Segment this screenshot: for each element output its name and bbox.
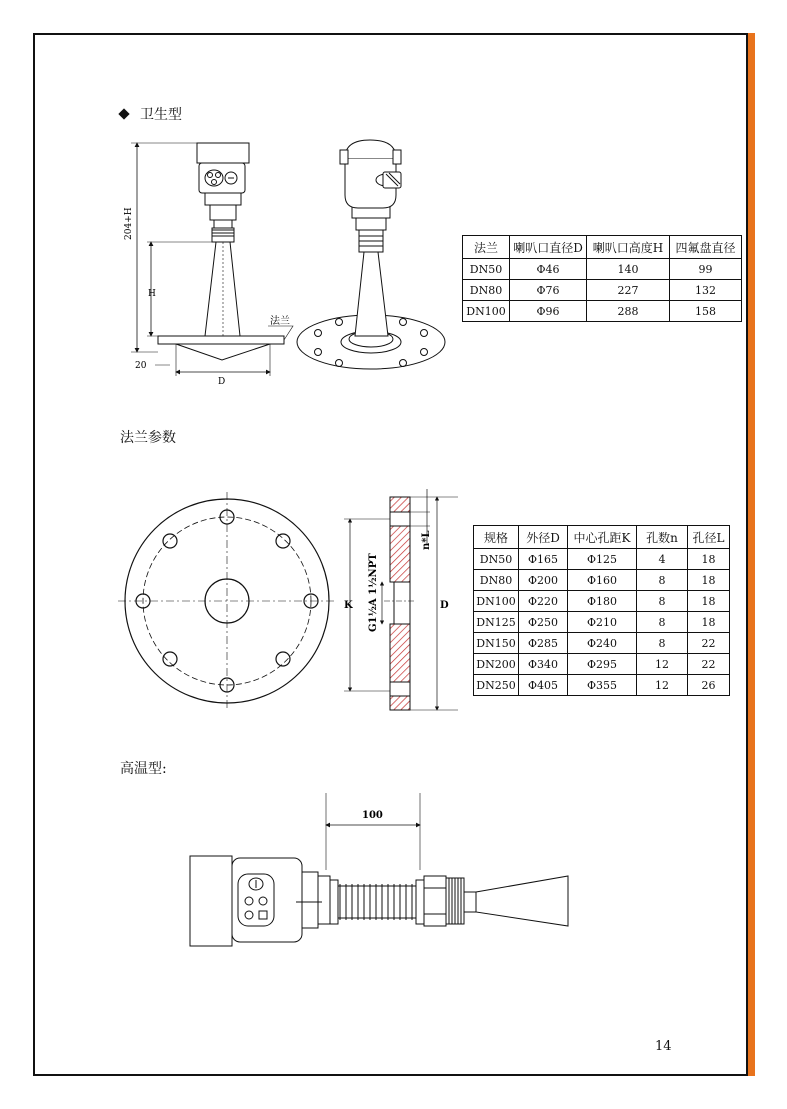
header-cell: 孔径L [688, 526, 730, 549]
table-cell: Φ295 [568, 654, 637, 675]
table-cell: Φ200 [519, 570, 568, 591]
holes-label: n*L [421, 530, 432, 550]
table-cell: 18 [688, 549, 730, 570]
table-cell: DN50 [474, 549, 519, 570]
table-cell: Φ210 [568, 612, 637, 633]
table-cell: Φ160 [568, 570, 637, 591]
table-row [474, 654, 730, 675]
section-title-flange: 法兰参数 [120, 430, 176, 446]
dim-d-label: D [218, 377, 226, 387]
header-cell: 四氟盘直径 [670, 236, 742, 259]
table-cell: DN100 [463, 301, 510, 322]
dim-d-flange-label: D [440, 600, 449, 611]
table-cell: Φ76 [510, 280, 587, 301]
table-cell: DN50 [463, 259, 510, 280]
table-row [474, 570, 730, 591]
table-header-row [463, 236, 742, 259]
table-cell: Φ96 [510, 301, 587, 322]
table-cell: DN80 [474, 570, 519, 591]
sanitary-spec-table [462, 235, 742, 322]
table-row [474, 549, 730, 570]
table-cell: DN100 [474, 591, 519, 612]
table-cell: 132 [670, 280, 742, 301]
table-cell: 18 [688, 612, 730, 633]
table-cell: Φ125 [568, 549, 637, 570]
header-cell: 孔数n [637, 526, 688, 549]
table-cell: Φ180 [568, 591, 637, 612]
table-cell: Φ340 [519, 654, 568, 675]
thread-label: G1½A 1½NPT [368, 553, 379, 632]
flange-top-view [118, 492, 336, 710]
table-row [474, 612, 730, 633]
table-cell: 8 [637, 570, 688, 591]
flange-label: 法兰 [270, 316, 290, 327]
table-cell: 18 [688, 591, 730, 612]
table-header-row [474, 526, 730, 549]
table-row [474, 633, 730, 654]
header-cell: 规格 [474, 526, 519, 549]
page-number: 14 [655, 1039, 672, 1054]
table-cell: 288 [587, 301, 670, 322]
section-title-sanitary: 卫生型 [120, 104, 182, 124]
sanitary-front-view [131, 143, 293, 376]
table-row [463, 280, 742, 301]
table-cell: 99 [670, 259, 742, 280]
table-cell: 22 [688, 654, 730, 675]
header-cell: 喇叭口直径D [510, 236, 587, 259]
table-row [474, 675, 730, 696]
table-row [463, 259, 742, 280]
table-cell: 158 [670, 301, 742, 322]
table-cell: 8 [637, 591, 688, 612]
table-cell: 12 [637, 654, 688, 675]
table-cell: DN125 [474, 612, 519, 633]
table-cell: Φ285 [519, 633, 568, 654]
table-cell: 8 [637, 633, 688, 654]
dim-k-label: K [344, 600, 353, 611]
table-cell: 26 [688, 675, 730, 696]
header-cell: 中心孔距K [568, 526, 637, 549]
table-cell: 227 [587, 280, 670, 301]
dim-h-label: H [148, 289, 156, 299]
table-cell: Φ250 [519, 612, 568, 633]
header-cell: 喇叭口高度H [587, 236, 670, 259]
table-cell: 4 [637, 549, 688, 570]
table-cell: Φ405 [519, 675, 568, 696]
table-cell: 18 [688, 570, 730, 591]
section-title-high-temp: 高温型: [120, 761, 167, 777]
table-cell: Φ46 [510, 259, 587, 280]
dim-100-label: 100 [362, 810, 383, 821]
table-cell: Φ165 [519, 549, 568, 570]
table-cell: 140 [587, 259, 670, 280]
table-cell: 12 [637, 675, 688, 696]
header-cell: 外径D [519, 526, 568, 549]
table-cell: DN200 [474, 654, 519, 675]
table-cell: Φ355 [568, 675, 637, 696]
table-cell: Φ240 [568, 633, 637, 654]
flange-spec-table [473, 525, 730, 696]
header-cell: 法兰 [463, 236, 510, 259]
table-row [474, 591, 730, 612]
table-cell: 22 [688, 633, 730, 654]
sanitary-perspective-view [297, 140, 445, 369]
dim-total-label: 204+H [124, 207, 134, 240]
table-cell: Φ220 [519, 591, 568, 612]
table-cell: DN80 [463, 280, 510, 301]
table-row [463, 301, 742, 322]
dim-20-label: 20 [135, 361, 147, 371]
table-cell: DN150 [474, 633, 519, 654]
table-cell: DN250 [474, 675, 519, 696]
table-cell: 8 [637, 612, 688, 633]
